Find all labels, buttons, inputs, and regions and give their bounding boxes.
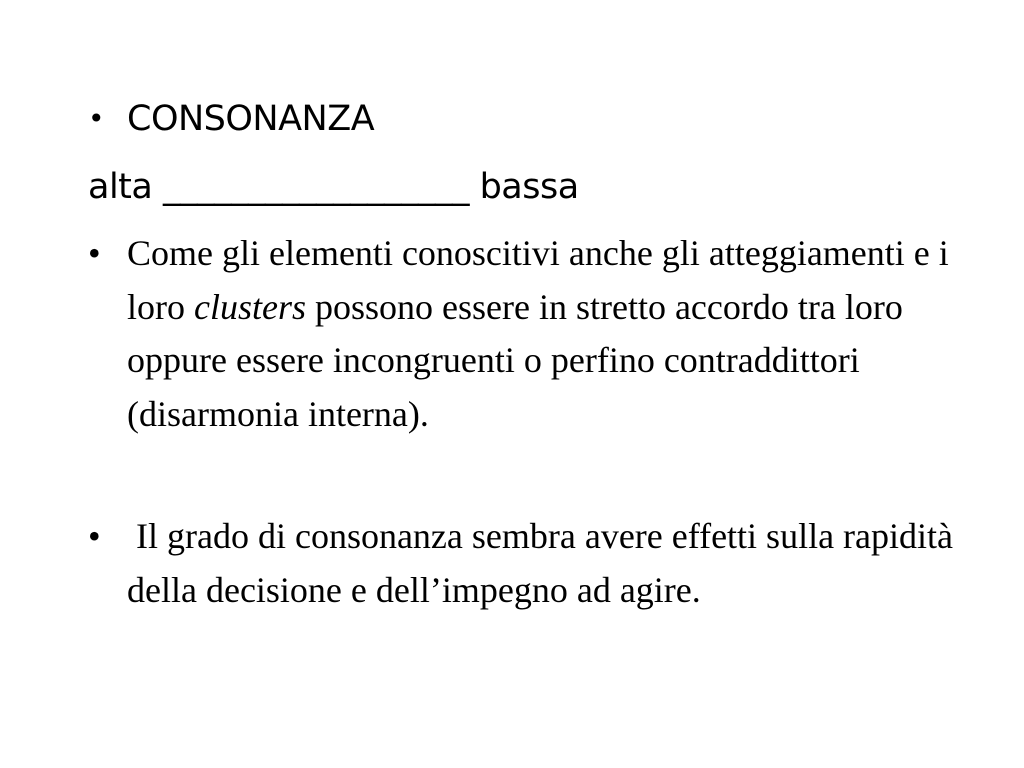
bullet-marker: • [88, 233, 101, 273]
bullet-text-grado-consonanza: Il grado di consonanza sembra avere effetti sulla rapidità della decisione e dell’impegno ad agire. [127, 516, 962, 610]
text-segment: possono essere in stretto accordo tra loro oppure essere incongruenti o perfino contraddittori (disarmonia interna). [127, 286, 903, 434]
bullet-text-clusters [127, 227, 967, 441]
text-segment: Come gli elementi conoscitivi anche gli atteggiamenti e i loro [127, 233, 949, 327]
bullet-text-consonanza: CONSONANZA [127, 99, 375, 139]
italic-term-clusters: clusters [194, 286, 306, 327]
scale-line-alta-bassa: alta __________________ bassa [88, 167, 579, 207]
bullet-marker: • [88, 102, 105, 135]
bullet-marker: • [88, 516, 101, 556]
